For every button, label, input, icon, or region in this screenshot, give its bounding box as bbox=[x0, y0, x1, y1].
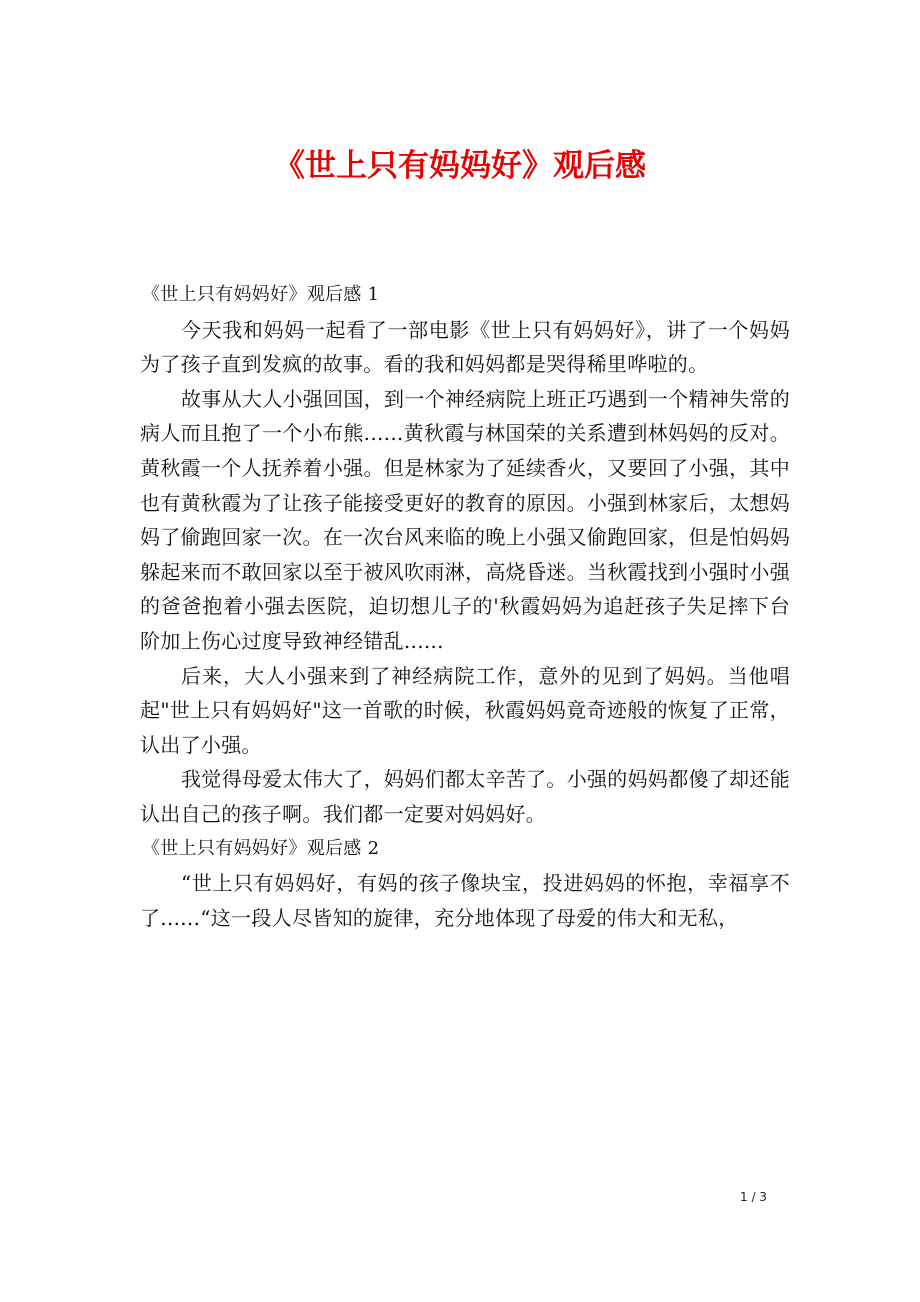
paragraph: 今天我和妈妈一起看了一部电影《世上只有妈妈好》，讲了一个妈妈为了孩子直到发疯的故事。看的我和妈妈都是哭得稀里哗啦的。 bbox=[140, 317, 790, 377]
document-body bbox=[140, 278, 790, 935]
paragraph: 故事从大人小强回国，到一个神经病院上班正巧遇到一个精神失常的病人而且抱了一个小布熊......黄秋霞与林国荣的关系遭到林妈妈的反对。黄秋霞一个人抚养着小强。但是林家为了延续香火，又要回了小强，其中也有黄秋霞为了让孩子能接受更好的教育的原因。小强到林家后，太想妈妈了偷跑回家一次。在一次台风来临的晚上小强又偷跑回家，但是怕妈妈躲起来而不敢回家以至于被风吹雨淋，高烧昏迷。当秋霞找到小强时小强的爸爸抱着小强去医院，迫切想儿子的'秋霞妈妈为追赶孩子失足摔下台阶加上伤心过度导致神经错乱...... bbox=[140, 386, 790, 653]
paragraph: 我觉得母爱太伟大了，妈妈们都太辛苦了。小强的妈妈都傻了却还能认出自己的孩子啊。我们都一定要对妈妈好。 bbox=[140, 767, 790, 826]
document-title: 《世上只有妈妈好》观后感 bbox=[274, 148, 646, 184]
section-heading-1: 《世上只有妈妈好》观后感 1 bbox=[142, 284, 380, 305]
page-number: 1 / 3 bbox=[740, 1190, 767, 1204]
section-heading-2: 《世上只有妈妈好》观后感 2 bbox=[142, 837, 380, 859]
paragraph: “世上只有妈妈好，有妈的孩子像块宝，投进妈妈的怀抱，幸福享不了......“这一段人尽皆知的旋律，充分地体现了母爱的伟大和无私， bbox=[140, 871, 790, 930]
paragraph: 后来，大人小强来到了神经病院工作，意外的见到了妈妈。当他唱起"世上只有妈妈好"这一首歌的时候，秋霞妈妈竟奇迹般的恢复了正常，认出了小强。 bbox=[140, 663, 790, 757]
